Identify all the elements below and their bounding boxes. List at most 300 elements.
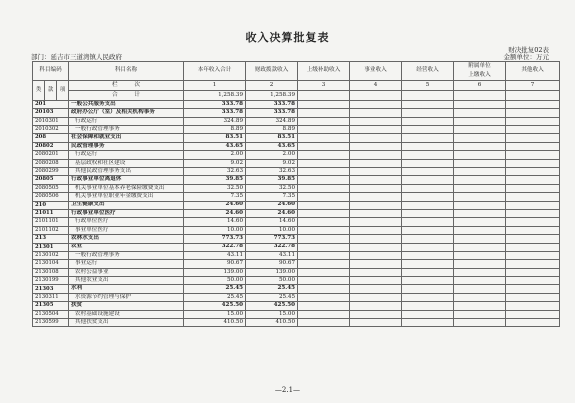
row-empty-cell <box>350 235 402 243</box>
row-total: 2.00 <box>184 151 246 159</box>
row-empty-cell <box>298 226 350 234</box>
row-empty-cell <box>350 277 402 285</box>
row-empty-cell <box>506 193 560 201</box>
row-fiscal: 410.50 <box>246 319 298 327</box>
row-empty-cell <box>350 151 402 159</box>
col-number-5: 5 <box>402 80 454 90</box>
row-empty-cell <box>454 243 506 251</box>
row-empty-cell <box>350 293 402 301</box>
row-code: 2130102 <box>33 251 69 259</box>
row-name: 一般公共服务支出 <box>69 100 184 108</box>
row-code: 210 <box>33 201 69 209</box>
row-total: 24.60 <box>184 209 246 217</box>
row-empty-cell <box>402 319 454 327</box>
row-name: 其他民政管理事务支出 <box>69 168 184 176</box>
row-total: 50.00 <box>184 277 246 285</box>
row-empty-cell <box>298 142 350 150</box>
row-fiscal: 14.60 <box>246 218 298 226</box>
col-number-2: 2 <box>246 80 298 90</box>
row-empty-cell <box>454 251 506 259</box>
row-empty-cell <box>298 260 350 268</box>
row-total: 425.50 <box>184 302 246 310</box>
row-empty-cell <box>402 260 454 268</box>
header-superior-subsidy: 上级补助收入 <box>298 62 350 81</box>
header-lanci: 栏 次 <box>69 80 184 90</box>
row-code: 2080208 <box>33 159 69 167</box>
page-number: —2.1— <box>274 386 301 394</box>
row-code: 208 <box>33 134 69 142</box>
total-row-empty <box>454 90 506 100</box>
row-empty-cell <box>350 243 402 251</box>
row-empty-cell <box>350 209 402 217</box>
row-total: 773.73 <box>184 235 246 243</box>
row-empty-cell <box>454 117 506 125</box>
row-empty-cell <box>506 159 560 167</box>
row-empty-cell <box>506 251 560 259</box>
department-label: 部门：延吉市三道湾镇人民政府 <box>31 53 122 61</box>
row-empty-cell <box>350 218 402 226</box>
row-total: 32.63 <box>184 168 246 176</box>
row-code: 20103 <box>33 109 69 117</box>
row-code: 21305 <box>33 302 69 310</box>
row-name: 农业 <box>69 243 184 251</box>
row-empty-cell <box>454 268 506 276</box>
row-empty-cell <box>454 100 506 108</box>
row-code: 2101102 <box>33 226 69 234</box>
row-empty-cell <box>506 302 560 310</box>
row-empty-cell <box>298 151 350 159</box>
row-empty-cell <box>454 134 506 142</box>
row-name: 行政运行 <box>69 151 184 159</box>
row-empty-cell <box>402 285 454 293</box>
table-row <box>33 226 560 234</box>
row-code: 20802 <box>33 142 69 150</box>
row-total: 15.00 <box>184 310 246 318</box>
table-row <box>33 184 560 192</box>
row-name: 行政运行 <box>69 117 184 125</box>
table-row <box>33 193 560 201</box>
row-empty-cell <box>298 176 350 184</box>
row-name: 民政管理事务 <box>69 142 184 150</box>
row-empty-cell <box>350 260 402 268</box>
income-table <box>32 61 560 327</box>
row-empty-cell <box>454 302 506 310</box>
row-empty-cell <box>402 193 454 201</box>
row-name: 基层政权和社区建设 <box>69 159 184 167</box>
row-empty-cell <box>298 100 350 108</box>
row-empty-cell <box>350 201 402 209</box>
row-total: 10.00 <box>184 226 246 234</box>
table-row <box>33 277 560 285</box>
table-row <box>33 117 560 125</box>
row-empty-cell <box>350 142 402 150</box>
row-empty-cell <box>402 168 454 176</box>
row-empty-cell <box>402 176 454 184</box>
row-fiscal: 25.45 <box>246 285 298 293</box>
row-name: 社会保障和就业支出 <box>69 134 184 142</box>
row-empty-cell <box>298 117 350 125</box>
row-empty-cell <box>350 302 402 310</box>
row-name: 行政事业单位医疗 <box>69 209 184 217</box>
table-row <box>33 142 560 150</box>
row-fiscal: 24.60 <box>246 209 298 217</box>
row-fiscal: 333.78 <box>246 100 298 108</box>
row-name: 政府办公厅（室）及相关机构事务 <box>69 109 184 117</box>
row-code: 2080299 <box>33 168 69 176</box>
row-empty-cell <box>402 293 454 301</box>
row-empty-cell <box>402 226 454 234</box>
row-name: 扶贫 <box>69 302 184 310</box>
row-name: 农村公益事业 <box>69 268 184 276</box>
row-total: 139.00 <box>184 268 246 276</box>
row-total: 324.89 <box>184 117 246 125</box>
row-fiscal: 139.00 <box>246 268 298 276</box>
row-empty-cell <box>298 319 350 327</box>
row-total: 24.60 <box>184 201 246 209</box>
table-row <box>33 235 560 243</box>
header-subject-name: 科目名称 <box>69 62 184 81</box>
table-row <box>33 310 560 318</box>
row-empty-cell <box>454 201 506 209</box>
row-empty-cell <box>506 134 560 142</box>
row-fiscal: 43.65 <box>246 142 298 150</box>
header-fiscal: 财政拨款收入 <box>246 62 298 81</box>
row-empty-cell <box>454 109 506 117</box>
row-empty-cell <box>402 151 454 159</box>
row-fiscal: 333.78 <box>246 109 298 117</box>
row-empty-cell <box>506 235 560 243</box>
table-row <box>33 268 560 276</box>
row-name: 行政单位医疗 <box>69 218 184 226</box>
row-total: 410.50 <box>184 319 246 327</box>
row-empty-cell <box>506 126 560 134</box>
row-empty-cell <box>402 117 454 125</box>
row-empty-cell <box>454 142 506 150</box>
row-empty-cell <box>454 126 506 134</box>
total-row-empty <box>350 90 402 100</box>
row-fiscal: 425.50 <box>246 302 298 310</box>
row-name: 事业单位医疗 <box>69 226 184 234</box>
row-empty-cell <box>350 285 402 293</box>
table-row <box>33 251 560 259</box>
table-row <box>33 243 560 251</box>
row-empty-cell <box>402 109 454 117</box>
table-row <box>33 285 560 293</box>
total-row-empty <box>298 90 350 100</box>
row-fiscal: 90.67 <box>246 260 298 268</box>
col-number-4: 4 <box>350 80 402 90</box>
row-empty-cell <box>506 201 560 209</box>
row-empty-cell <box>454 168 506 176</box>
row-empty-cell <box>350 168 402 176</box>
header-affiliated-line2: 上缴收入 <box>468 71 491 78</box>
row-empty-cell <box>454 277 506 285</box>
row-empty-cell <box>350 268 402 276</box>
row-empty-cell <box>454 260 506 268</box>
row-code: 21011 <box>33 209 69 217</box>
row-empty-cell <box>454 285 506 293</box>
col-number-1: 1 <box>184 80 246 90</box>
row-name: 其他农业支出 <box>69 277 184 285</box>
row-empty-cell <box>506 268 560 276</box>
row-empty-cell <box>506 310 560 318</box>
row-empty-cell <box>506 151 560 159</box>
row-empty-cell <box>298 218 350 226</box>
unit-label: 金额单位：万元 <box>503 53 549 61</box>
row-empty-cell <box>298 209 350 217</box>
header-subject-code: 科目编码 <box>33 62 69 81</box>
row-empty-cell <box>350 251 402 259</box>
row-empty-cell <box>402 159 454 167</box>
row-fiscal: 43.11 <box>246 251 298 259</box>
row-empty-cell <box>402 100 454 108</box>
row-empty-cell <box>402 134 454 142</box>
row-empty-cell <box>402 142 454 150</box>
table-row <box>33 159 560 167</box>
row-empty-cell <box>402 251 454 259</box>
row-name: 水利 <box>69 285 184 293</box>
row-empty-cell <box>402 218 454 226</box>
row-name: 一般行政管理事务 <box>69 251 184 259</box>
row-fiscal: 32.63 <box>246 168 298 176</box>
row-name: 机关事业单位职业年金缴费支出 <box>69 193 184 201</box>
row-empty-cell <box>298 285 350 293</box>
row-code: 201 <box>33 100 69 108</box>
row-fiscal: 322.78 <box>246 243 298 251</box>
row-fiscal: 24.60 <box>246 201 298 209</box>
row-empty-cell <box>506 168 560 176</box>
table-row <box>33 176 560 184</box>
row-empty-cell <box>454 218 506 226</box>
row-empty-cell <box>298 109 350 117</box>
row-empty-cell <box>506 184 560 192</box>
header-total-income: 本年收入合计 <box>184 62 246 81</box>
row-empty-cell <box>298 268 350 276</box>
total-row-empty <box>506 90 560 100</box>
row-empty-cell <box>506 117 560 125</box>
row-empty-cell <box>350 193 402 201</box>
row-empty-cell <box>350 226 402 234</box>
row-empty-cell <box>454 151 506 159</box>
row-empty-cell <box>350 117 402 125</box>
row-fiscal: 15.00 <box>246 310 298 318</box>
row-name: 农林水支出 <box>69 235 184 243</box>
row-empty-cell <box>506 243 560 251</box>
header-heji: 合 计 <box>69 90 184 100</box>
row-empty-cell <box>350 159 402 167</box>
row-empty-cell <box>298 201 350 209</box>
row-empty-cell <box>350 109 402 117</box>
row-empty-cell <box>402 201 454 209</box>
row-empty-cell <box>454 235 506 243</box>
table-row <box>33 134 560 142</box>
row-empty-cell <box>506 226 560 234</box>
row-empty-cell <box>454 193 506 201</box>
row-name: 水资源节约管理与保护 <box>69 293 184 301</box>
table-row <box>33 319 560 327</box>
row-name: 机关事业单位基本养老保险缴费支出 <box>69 184 184 192</box>
row-fiscal: 25.45 <box>246 293 298 301</box>
form-code: 财决批复02表 <box>508 46 549 54</box>
row-empty-cell <box>298 277 350 285</box>
row-empty-cell <box>350 126 402 134</box>
row-empty-cell <box>402 310 454 318</box>
row-total: 7.35 <box>184 193 246 201</box>
row-fiscal: 2.00 <box>246 151 298 159</box>
row-code: 2101101 <box>33 218 69 226</box>
row-empty-cell <box>402 277 454 285</box>
row-empty-cell <box>298 302 350 310</box>
row-empty-cell <box>350 100 402 108</box>
table-row <box>33 109 560 117</box>
table-row <box>33 100 560 108</box>
row-name: 其他扶贫支出 <box>69 319 184 327</box>
row-empty-cell <box>298 251 350 259</box>
table-row <box>33 151 560 159</box>
row-total: 25.45 <box>184 293 246 301</box>
row-empty-cell <box>298 243 350 251</box>
col-number-3: 3 <box>298 80 350 90</box>
row-empty-cell <box>402 184 454 192</box>
row-empty-cell <box>298 159 350 167</box>
col-number-6: 6 <box>454 80 506 90</box>
header-xiang: 项 <box>57 80 69 100</box>
row-empty-cell <box>506 277 560 285</box>
row-name: 农村基础设施建设 <box>69 310 184 318</box>
row-total: 9.02 <box>184 159 246 167</box>
row-code: 21303 <box>33 285 69 293</box>
row-empty-cell <box>402 126 454 134</box>
row-fiscal: 7.35 <box>246 193 298 201</box>
row-total: 83.51 <box>184 134 246 142</box>
header-affiliated <box>454 62 506 81</box>
table-row <box>33 168 560 176</box>
row-code: 2130504 <box>33 310 69 318</box>
row-fiscal: 10.00 <box>246 226 298 234</box>
row-total: 90.67 <box>184 260 246 268</box>
row-empty-cell <box>298 193 350 201</box>
row-total: 25.45 <box>184 285 246 293</box>
row-fiscal: 8.89 <box>246 126 298 134</box>
header-lei: 类 <box>33 80 45 100</box>
table-row <box>33 126 560 134</box>
row-code: 2010301 <box>33 117 69 125</box>
table-row <box>33 218 560 226</box>
row-code: 2080506 <box>33 193 69 201</box>
header-kuan: 款 <box>45 80 57 100</box>
row-code: 2130199 <box>33 277 69 285</box>
row-fiscal: 83.51 <box>246 134 298 142</box>
row-code: 2080505 <box>33 184 69 192</box>
row-empty-cell <box>506 100 560 108</box>
row-code: 2130104 <box>33 260 69 268</box>
row-empty-cell <box>454 209 506 217</box>
row-code: 2130311 <box>33 293 69 301</box>
row-fiscal: 9.02 <box>246 159 298 167</box>
table-row <box>33 302 560 310</box>
row-empty-cell <box>506 218 560 226</box>
row-empty-cell <box>506 209 560 217</box>
row-empty-cell <box>506 285 560 293</box>
row-total: 32.50 <box>184 184 246 192</box>
row-empty-cell <box>350 176 402 184</box>
table-title: 收入决算批复表 <box>245 31 330 44</box>
row-code: 20805 <box>33 176 69 184</box>
table-row <box>33 201 560 209</box>
table-body <box>33 100 560 327</box>
header-other-income: 其他收入 <box>506 62 560 81</box>
row-empty-cell <box>298 134 350 142</box>
row-empty-cell <box>402 268 454 276</box>
row-empty-cell <box>298 293 350 301</box>
table-row <box>33 293 560 301</box>
row-empty-cell <box>298 184 350 192</box>
row-empty-cell <box>506 260 560 268</box>
row-empty-cell <box>298 168 350 176</box>
row-code: 2080201 <box>33 151 69 159</box>
row-empty-cell <box>454 176 506 184</box>
row-code: 213 <box>33 235 69 243</box>
row-empty-cell <box>350 134 402 142</box>
row-empty-cell <box>402 235 454 243</box>
table-row <box>33 260 560 268</box>
header-operating-income: 经营收入 <box>402 62 454 81</box>
row-empty-cell <box>402 243 454 251</box>
row-empty-cell <box>402 209 454 217</box>
row-empty-cell <box>402 302 454 310</box>
row-code: 2010302 <box>33 126 69 134</box>
row-empty-cell <box>454 184 506 192</box>
row-empty-cell <box>350 310 402 318</box>
total-row-empty <box>402 90 454 100</box>
row-total: 39.85 <box>184 176 246 184</box>
header-affiliated-line1: 附属单位 <box>468 63 491 69</box>
row-empty-cell <box>298 310 350 318</box>
row-code: 21301 <box>33 243 69 251</box>
row-total: 333.78 <box>184 109 246 117</box>
row-fiscal: 773.73 <box>246 235 298 243</box>
row-empty-cell <box>350 184 402 192</box>
col-number-7: 7 <box>506 80 560 90</box>
row-empty-cell <box>506 319 560 327</box>
row-empty-cell <box>506 293 560 301</box>
total-row-total: 1,258.39 <box>184 90 246 100</box>
row-empty-cell <box>454 226 506 234</box>
row-empty-cell <box>350 319 402 327</box>
row-name: 一般行政管理事务 <box>69 126 184 134</box>
row-empty-cell <box>506 142 560 150</box>
row-code: 2130599 <box>33 319 69 327</box>
row-total: 43.65 <box>184 142 246 150</box>
row-fiscal: 39.85 <box>246 176 298 184</box>
table-row <box>33 209 560 217</box>
row-empty-cell <box>298 126 350 134</box>
row-name: 行政事业单位离退休 <box>69 176 184 184</box>
row-fiscal: 50.00 <box>246 277 298 285</box>
row-total: 333.78 <box>184 100 246 108</box>
row-total: 43.11 <box>184 251 246 259</box>
row-code: 2130108 <box>33 268 69 276</box>
row-empty-cell <box>454 310 506 318</box>
row-total: 8.89 <box>184 126 246 134</box>
row-empty-cell <box>506 109 560 117</box>
row-total: 322.78 <box>184 243 246 251</box>
header-business-income: 事业收入 <box>350 62 402 81</box>
row-fiscal: 32.50 <box>246 184 298 192</box>
row-empty-cell <box>506 176 560 184</box>
row-empty-cell <box>454 293 506 301</box>
row-empty-cell <box>298 235 350 243</box>
